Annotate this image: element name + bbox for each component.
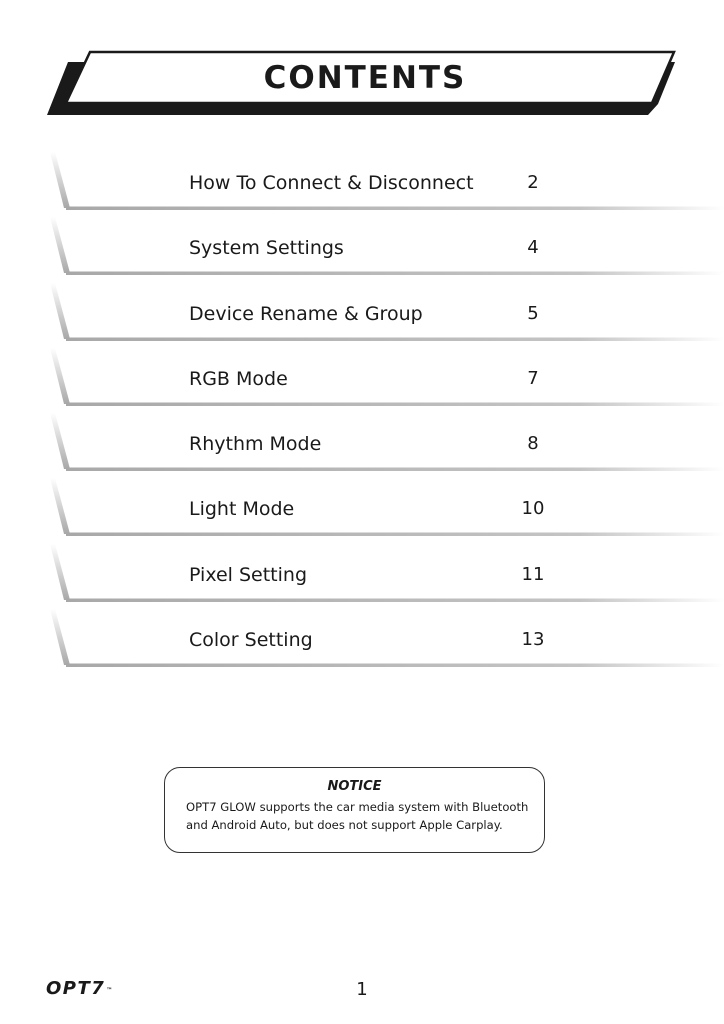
page-number: 1	[356, 979, 368, 1000]
toc-item-page: 13	[521, 629, 545, 651]
toc-row[interactable]	[0, 605, 724, 670]
toc-item-label: Pixel Setting	[189, 563, 308, 586]
notice-title: NOTICE	[327, 779, 382, 794]
toc-row[interactable]	[0, 279, 724, 344]
toc-row-divider	[0, 605, 724, 670]
notice-box	[164, 767, 545, 853]
toc-row[interactable]	[0, 344, 724, 409]
toc-row-divider	[0, 344, 724, 409]
contents-banner	[0, 0, 724, 130]
toc-item-label: Light Mode	[189, 498, 295, 521]
toc-item-page: 10	[521, 498, 545, 520]
toc-item-label: Color Setting	[189, 629, 313, 652]
toc-item-page: 7	[527, 367, 539, 389]
toc-item-label: How To Connect & Disconnect	[189, 172, 474, 194]
toc-item-label: Device Rename & Group	[189, 302, 423, 325]
toc-item-page: 2	[527, 172, 539, 193]
toc-item-page: 5	[527, 302, 539, 324]
toc-row-divider	[0, 474, 724, 539]
toc-row[interactable]	[0, 474, 724, 539]
toc-item-page: 11	[521, 563, 545, 585]
notice-text: OPT7 GLOW supports the car media system with Bluetooth and Android Auto, but does not support Apple Carplay.	[186, 800, 529, 832]
opt7-logo	[46, 978, 114, 1000]
toc-row[interactable]	[0, 213, 724, 278]
toc-row[interactable]	[0, 540, 724, 605]
logo-text: OPT7	[46, 978, 106, 999]
toc-row-divider	[0, 213, 724, 278]
toc-item-label: System Settings	[189, 237, 344, 260]
toc-item-page: 4	[527, 237, 539, 259]
toc-row-divider	[0, 540, 724, 605]
toc-item-label: Rhythm Mode	[189, 433, 322, 456]
toc-row[interactable]	[0, 409, 724, 474]
page-title: CONTENTS	[263, 60, 467, 96]
toc-item-label: RGB Mode	[189, 367, 288, 390]
trademark-mark: ™	[106, 987, 114, 994]
table-of-contents	[0, 148, 724, 670]
toc-row[interactable]	[0, 148, 724, 213]
toc-row-divider	[0, 409, 724, 474]
toc-item-page: 8	[527, 433, 539, 455]
